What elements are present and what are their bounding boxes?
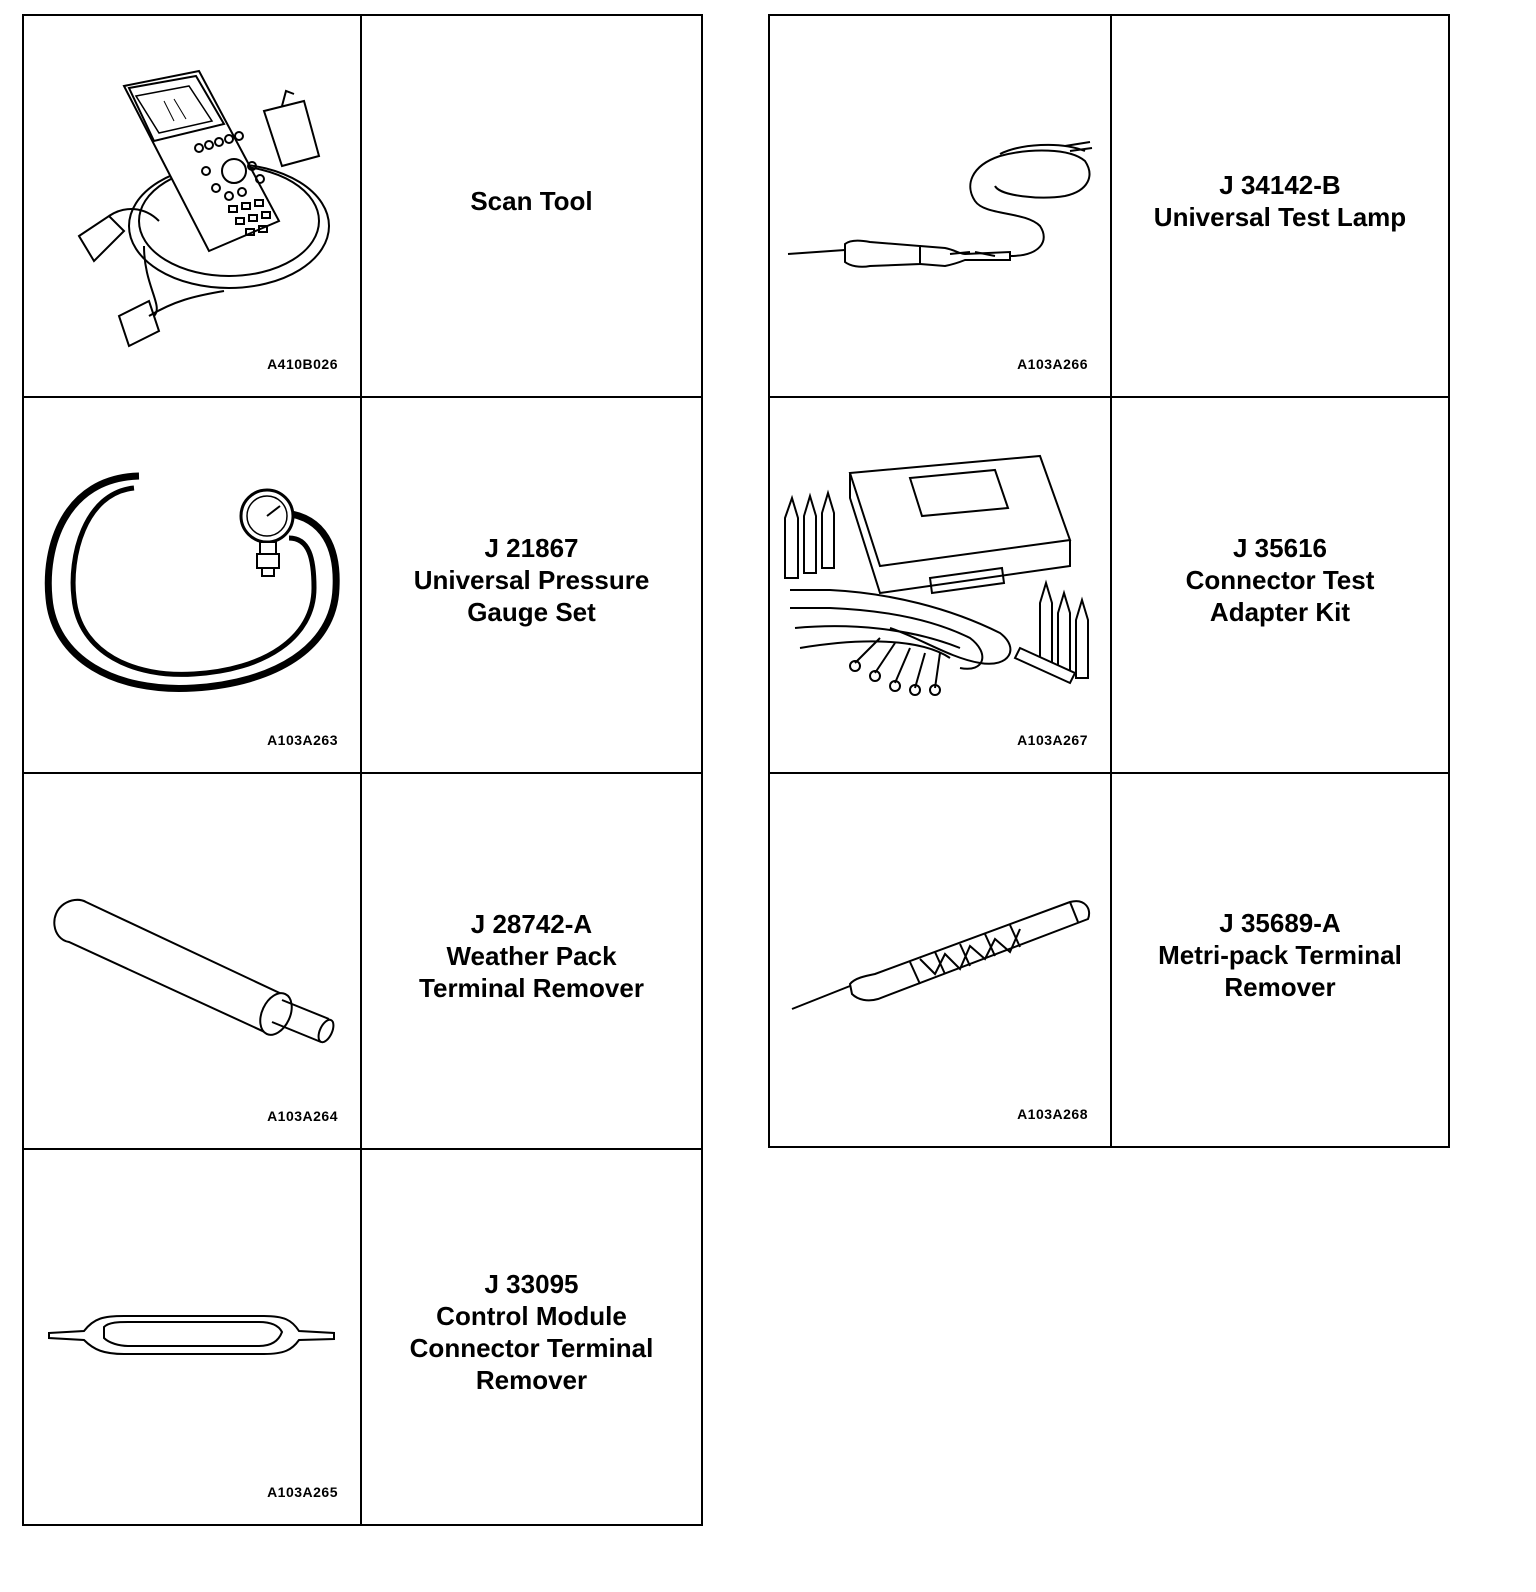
- tool-label-cell: [1112, 398, 1448, 772]
- tool-row-scan-tool: [24, 16, 701, 396]
- tool-label-cell: [362, 16, 701, 396]
- tool-row-pressure-gauge: [24, 396, 701, 772]
- tool-label-cell: [1112, 774, 1448, 1146]
- tool-row-metri-pack: [770, 772, 1448, 1146]
- scan-tool-icon: [24, 16, 360, 394]
- terminal-remover-icon: [24, 1150, 360, 1524]
- image-code: A103A264: [267, 1108, 338, 1124]
- tool-row-adapter-kit: [770, 396, 1448, 772]
- image-code: A103A267: [1017, 732, 1088, 748]
- tool-label: J 35616 Connector Test Adapter Kit: [1185, 533, 1375, 627]
- image-code: A103A265: [267, 1484, 338, 1500]
- tool-image-cell: [24, 16, 362, 396]
- tool-label: J 21867 Universal Pressure Gauge Set: [413, 533, 650, 627]
- weather-pack-remover-icon: [24, 774, 360, 1148]
- tool-label: Scan Tool: [470, 186, 593, 216]
- tool-image-cell: [24, 1150, 362, 1524]
- tool-row-terminal-remover: [24, 1148, 701, 1524]
- image-code: A103A266: [1017, 356, 1088, 372]
- tool-label-cell: [1112, 16, 1448, 396]
- tool-label: J 28742-A Weather Pack Terminal Remover: [419, 909, 644, 1003]
- image-code: A103A263: [267, 732, 338, 748]
- tool-image-cell: [770, 774, 1112, 1146]
- tool-row-weather-pack: [24, 772, 701, 1148]
- tool-image-cell: [24, 774, 362, 1148]
- tool-label: J 33095 Control Module Connector Terminal Remover: [409, 1269, 654, 1395]
- image-code: A410B026: [267, 356, 338, 372]
- tool-label: J 34142-B Universal Test Lamp: [1153, 170, 1407, 232]
- tool-label-cell: [362, 1150, 701, 1524]
- tool-image-cell: [770, 16, 1112, 396]
- tool-label: J 35689-A Metri-pack Terminal Remover: [1158, 908, 1402, 1002]
- tool-label-cell: [362, 774, 701, 1148]
- tool-label-cell: [362, 398, 701, 772]
- tool-image-cell: [770, 398, 1112, 772]
- image-code: A103A268: [1017, 1106, 1088, 1122]
- metri-pack-remover-icon: [770, 774, 1110, 1146]
- tool-row-test-lamp: [770, 16, 1448, 396]
- tools-table-left: [22, 14, 703, 1526]
- pressure-gauge-icon: [24, 398, 360, 772]
- tools-table-right: [768, 14, 1450, 1148]
- tool-image-cell: [24, 398, 362, 772]
- test-lamp-icon: [770, 16, 1110, 394]
- adapter-kit-icon: [770, 398, 1110, 772]
